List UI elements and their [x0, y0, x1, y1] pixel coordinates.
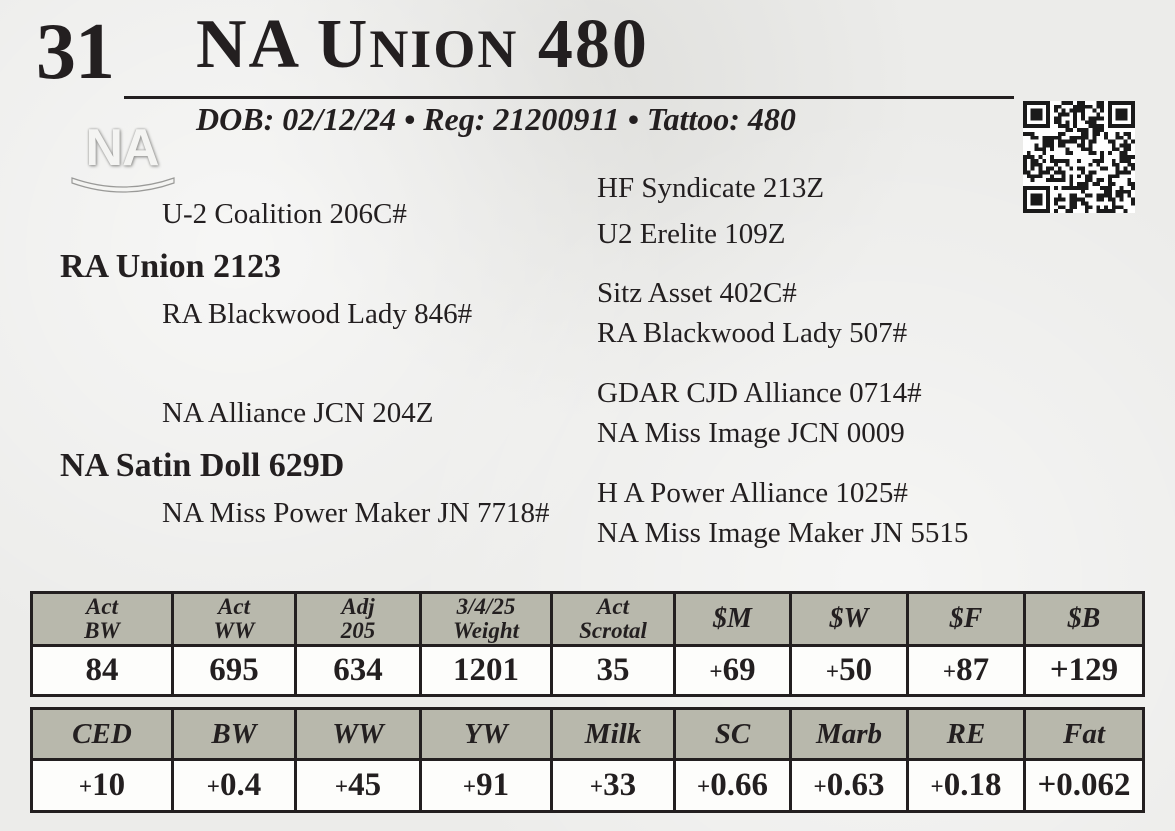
value-re: +0.18	[908, 760, 1025, 812]
qr-code[interactable]	[1023, 101, 1135, 213]
col-header-w: $W	[791, 593, 908, 646]
pedigree-ds-sire: GDAR CJD Alliance 0714#	[597, 377, 922, 409]
value-act-bw: 84	[32, 646, 173, 696]
col-header-f: $F	[908, 593, 1025, 646]
col-header-marb: Marb	[791, 709, 908, 760]
col-header-adj-205: Adj 205	[296, 593, 421, 646]
pedigree-sire-dam: RA Blackwood Lady 846#	[162, 298, 473, 330]
col-header-m: $M	[675, 593, 791, 646]
separator: •	[627, 101, 639, 137]
value-sc: +0.66	[675, 760, 791, 812]
animal-name-prefix: NA	[196, 6, 298, 83]
animal-name	[196, 6, 649, 83]
pedigree-sire: RA Union 2123	[60, 248, 282, 285]
value-w: +50	[791, 646, 908, 696]
dob-value: 02/12/24	[282, 101, 396, 137]
col-header-weight: 3/4/25 Weight	[421, 593, 552, 646]
epd-header-row	[32, 709, 1144, 760]
animal-name-number: 480	[537, 6, 649, 83]
col-header-fat: Fat	[1025, 709, 1144, 760]
col-header-re: RE	[908, 709, 1025, 760]
value-act-ww: 695	[173, 646, 296, 696]
col-header-sc: SC	[675, 709, 791, 760]
performance-table	[30, 591, 1145, 697]
value-f: +87	[908, 646, 1025, 696]
epd-value-row	[32, 760, 1144, 812]
pedigree-sd-dam: RA Blackwood Lady 507#	[597, 317, 908, 349]
pedigree-dam-dam: NA Miss Power Maker JN 7718#	[162, 497, 550, 529]
value-weight: 1201	[421, 646, 552, 696]
reg-label: Reg:	[423, 101, 486, 137]
col-header-yw: YW	[421, 709, 552, 760]
pedigree-dam: NA Satin Doll 629D	[60, 447, 345, 484]
breed-logo-text: NA	[85, 119, 159, 177]
value-fat: +0.062	[1025, 760, 1144, 812]
animal-name-smallcaps: NION	[369, 19, 519, 79]
animal-name-initial: U	[316, 6, 370, 83]
value-act-scrotal: 35	[552, 646, 675, 696]
tattoo-value: 480	[747, 101, 796, 137]
col-header-milk: Milk	[552, 709, 675, 760]
col-header-ced: CED	[32, 709, 173, 760]
logo-swoosh-icon	[68, 174, 178, 196]
pedigree-dd-sire: H A Power Alliance 1025#	[597, 477, 908, 509]
title-divider	[124, 96, 1014, 99]
pedigree-dam-sire: NA Alliance JCN 204Z	[162, 397, 434, 429]
lot-number: 31	[36, 8, 114, 96]
value-yw: +91	[421, 760, 552, 812]
col-header-ww: WW	[296, 709, 421, 760]
value-m: +69	[675, 646, 791, 696]
col-header-bw: BW	[173, 709, 296, 760]
pedigree-ds-dam: NA Miss Image JCN 0009	[597, 417, 905, 449]
value-ced: +10	[32, 760, 173, 812]
pedigree-sire-sire: U-2 Coalition 206C#	[162, 198, 407, 230]
value-milk: +33	[552, 760, 675, 812]
value-ww: +45	[296, 760, 421, 812]
pedigree-sd-sire: Sitz Asset 402C#	[597, 277, 797, 309]
pedigree-ss-sire: HF Syndicate 213Z	[597, 172, 825, 204]
tattoo-label: Tattoo:	[646, 101, 740, 137]
separator: •	[404, 101, 416, 137]
value-bw: +0.4	[173, 760, 296, 812]
col-header-act-ww: Act WW	[173, 593, 296, 646]
value-marb: +0.63	[791, 760, 908, 812]
col-header-act-bw: Act BW	[32, 593, 173, 646]
breed-logo	[68, 118, 178, 194]
pedigree-dd-dam: NA Miss Image Maker JN 5515	[597, 517, 969, 549]
pedigree-ss-dam: U2 Erelite 109Z	[597, 218, 786, 250]
col-header-b: $B	[1025, 593, 1144, 646]
value-b: +129	[1025, 646, 1144, 696]
epd-table	[30, 707, 1145, 813]
value-adj-205: 634	[296, 646, 421, 696]
reg-value: 21200911	[493, 101, 620, 137]
performance-value-row	[32, 646, 1144, 696]
animal-details	[196, 102, 796, 137]
performance-header-row	[32, 593, 1144, 646]
col-header-act-scrotal: Act Scrotal	[552, 593, 675, 646]
dob-label: DOB:	[196, 101, 275, 137]
